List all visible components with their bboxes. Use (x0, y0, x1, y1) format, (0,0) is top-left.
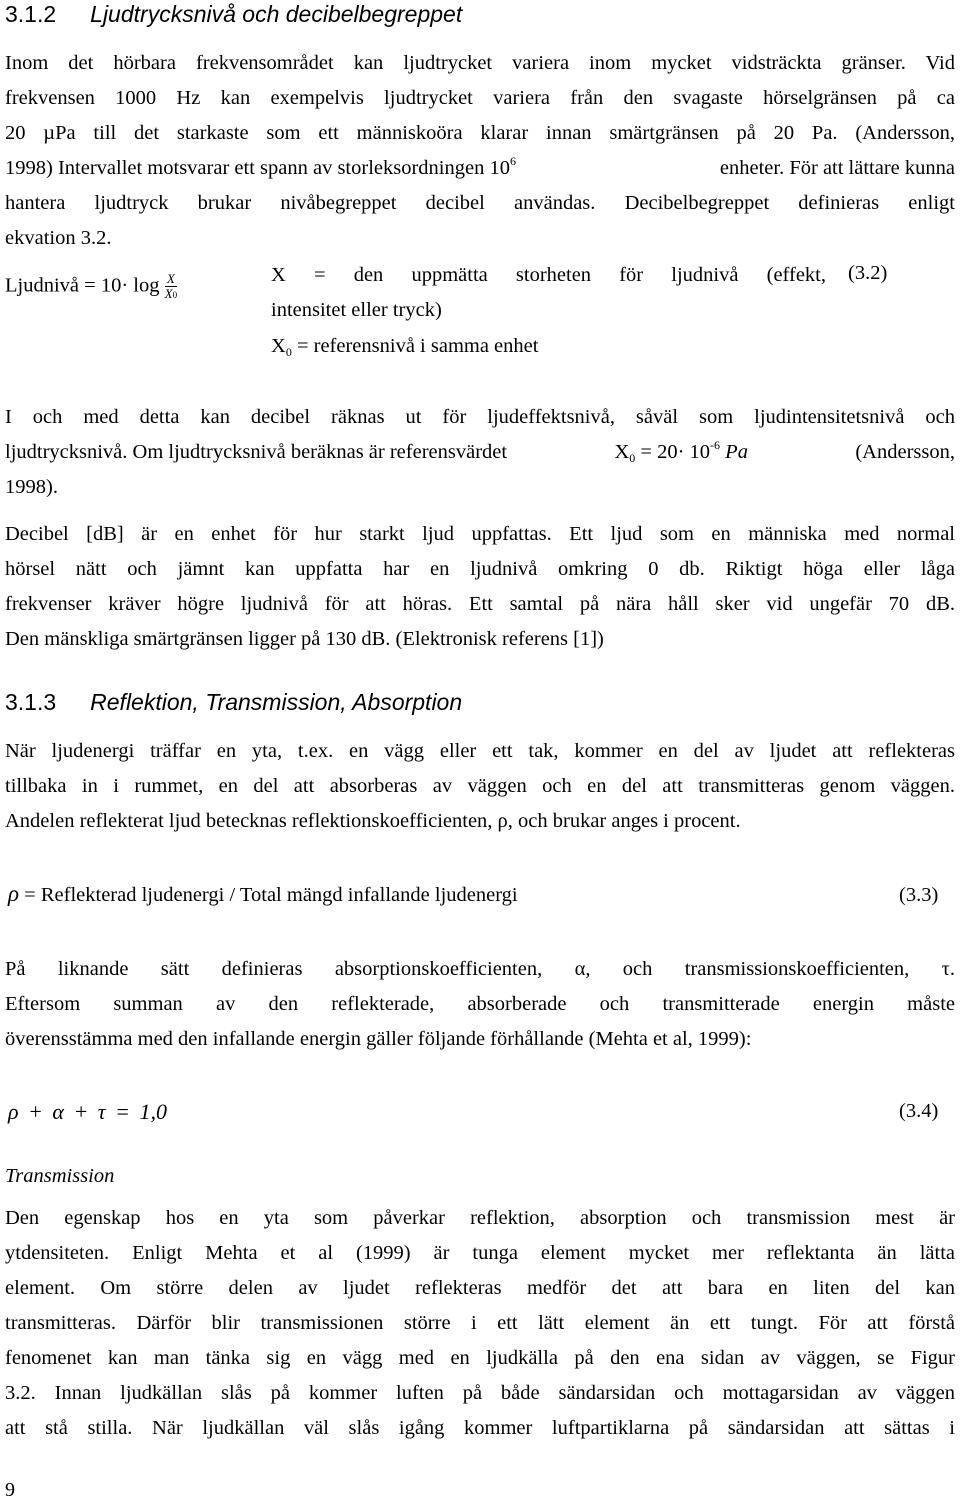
fraction-numerator: X (165, 272, 177, 287)
definition-text: = referensnivå i samma enhet (291, 335, 539, 357)
equation-3-2-lhs (5, 272, 177, 302)
reference-value (614, 435, 747, 470)
denominator-subscript: 0 (172, 290, 178, 300)
equation-3-2-definition-1 (271, 262, 826, 288)
fraction (165, 272, 177, 302)
text-fragment: ljudtrycksnivå. Om ljudtrycksnivå beräknas är referensvärdet (5, 441, 508, 463)
text-line: Eftersom summan av den reflekterade, absorberade och transmitterade energin måste (5, 993, 955, 1015)
text-line: ytdensiteten. Enligt Mehta et al (1999) är tunga element mycket mer reflektanta än lätta (5, 1242, 955, 1264)
exponent: 6 (509, 154, 516, 168)
fraction-denominator (165, 287, 177, 302)
variable-x: X (614, 441, 630, 463)
text-line: Den mänskliga smärtgränsen ligger på 130 dB. (Elektronisk referens [1]) (5, 628, 604, 650)
text-line: att stå stilla. När ljudkällan väl slås igång kommer luftpartiklarna på sändarsidan att sättas i (5, 1417, 955, 1439)
text-line: transmitteras. Därför blir transmissionen större i ett lätt element än ett tungt. För att förstå (5, 1312, 955, 1334)
section-title: Reflektion, Transmission, Absorption (90, 689, 463, 715)
paragraph-intro (5, 46, 955, 256)
equation-3-2-definition-1-cont: intensitet eller tryck) (271, 299, 442, 321)
paragraph-coefficients (5, 952, 955, 1057)
text-line: I och med detta kan decibel räknas ut för ljudeffektsnivå, såväl som ljudintensitetsnivå och (5, 406, 955, 428)
text-line: 3.2. Innan ljudkällan slås på kommer luften på både sändarsidan och mottagarsidan av väggen (5, 1382, 955, 1404)
section-number: 3.1.3 (5, 689, 57, 715)
section-heading-3-1-2 (5, 0, 462, 28)
unit: Pa (720, 441, 748, 463)
equation-number-3-3: (3.3) (899, 884, 939, 906)
text-fragment: enheter. För att lättare kunna (719, 157, 955, 179)
section-title: Ljudtrycksnivå och decibelbegreppet (90, 1, 463, 27)
subheading-transmission: Transmission (5, 1165, 115, 1187)
text-line: Andelen reflekterat ljud betecknas reflektionskoefficienten, ρ, och brukar anges i procent. (5, 810, 741, 832)
section-number: 3.1.2 (5, 1, 57, 27)
text-line: Decibel [dB] är en enhet för hur starkt ljud uppfattas. Ett ljud som en människa med normal (5, 523, 955, 545)
denominator-x: X (164, 286, 173, 301)
page-number: 9 (5, 1479, 15, 1501)
equation-text: = Reflekterad ljudenergi / Total mängd infallande ljudenergi (19, 884, 518, 906)
equation-lhs-text: Ljudnivå = 10· log (5, 274, 160, 297)
variable-x: X (271, 335, 286, 357)
equation-3-3 (8, 881, 518, 908)
text-line: hörsel nätt och jämnt kan uppfatta har en ljudnivå omkring 0 db. Riktigt höga eller låga (5, 558, 955, 580)
value-text: = 20· 10 (635, 441, 711, 463)
equation-number-3-4: (3.4) (899, 1100, 939, 1122)
text-line: fenomenet kan man tänka sig en vägg med en ljudkälla på den ena sidan av väggen, se Figur (5, 1347, 955, 1369)
definition-text: X = den uppmätta storheten för ljudnivå (effekt, (271, 264, 826, 286)
text-line: ekvation 3.2. (5, 227, 112, 249)
text-line (5, 151, 955, 186)
text-line: På liknande sätt definieras absorptionskoefficienten, α, och transmissionskoefficienten, τ. (5, 958, 955, 980)
text-line: När ljudenergi träffar en yta, t.ex. en vägg eller ett tak, kommer en del av ljudet att reflekteras (5, 740, 955, 762)
text-line (5, 435, 955, 470)
paragraph-decibel-levels (5, 400, 955, 505)
paragraph-decibel-definition (5, 517, 955, 657)
text-line: element. Om större delen av ljudet reflekteras medför det att bara en liten del kan (5, 1277, 955, 1299)
text-line: 1998). (5, 476, 58, 498)
text-line: hantera ljudtryck brukar nivåbegreppet decibel användas. Decibelbegreppet definieras enligt (5, 192, 955, 214)
text-fragment: (Andersson, (855, 441, 955, 463)
subscript: 0 (285, 345, 292, 359)
text-line: Inom det hörbara frekvensområdet kan ljudtrycket variera inom mycket vidsträckta gränser. Vid (5, 52, 955, 74)
text-line: överensstämma med den infallande energin gäller följande förhållande (Mehta et al, 1999): (5, 1028, 752, 1050)
subscript: 0 (629, 451, 636, 465)
rho-symbol: ρ (8, 881, 20, 906)
section-heading-3-1-3 (5, 688, 462, 716)
text-line: Den egenskap hos en yta som påverkar reflektion, absorption och transmission mest är (5, 1207, 955, 1229)
text-line: frekvensen 1000 Hz kan exempelvis ljudtrycket variera från den svagaste hörselgränsen på ca (5, 87, 955, 109)
paragraph-reflection (5, 734, 955, 839)
text-line: 20 µPa till det starkaste som ett människoöra klarar innan smärtgränsen på 20 Pa. (Andersson, (5, 122, 955, 144)
exponent: -6 (710, 438, 721, 452)
equation-3-4: ρ + α + τ = 1,0 (8, 1099, 168, 1124)
text-line: tillbaka in i rummet, en del att absorberas av väggen och en del att transmitteras genom väggen. (5, 775, 955, 797)
equation-3-2-definition-2 (271, 333, 538, 359)
paragraph-transmission (5, 1201, 955, 1446)
equation-number-3-2: (3.2) (848, 262, 888, 284)
text-fragment: 1998) Intervallet motsvarar ett spann av storleksordningen 10 (5, 157, 510, 179)
text-line: frekvenser kräver högre ljudnivå för att höras. Ett samtal på nära håll sker vid ungefär 70 dB. (5, 593, 955, 615)
